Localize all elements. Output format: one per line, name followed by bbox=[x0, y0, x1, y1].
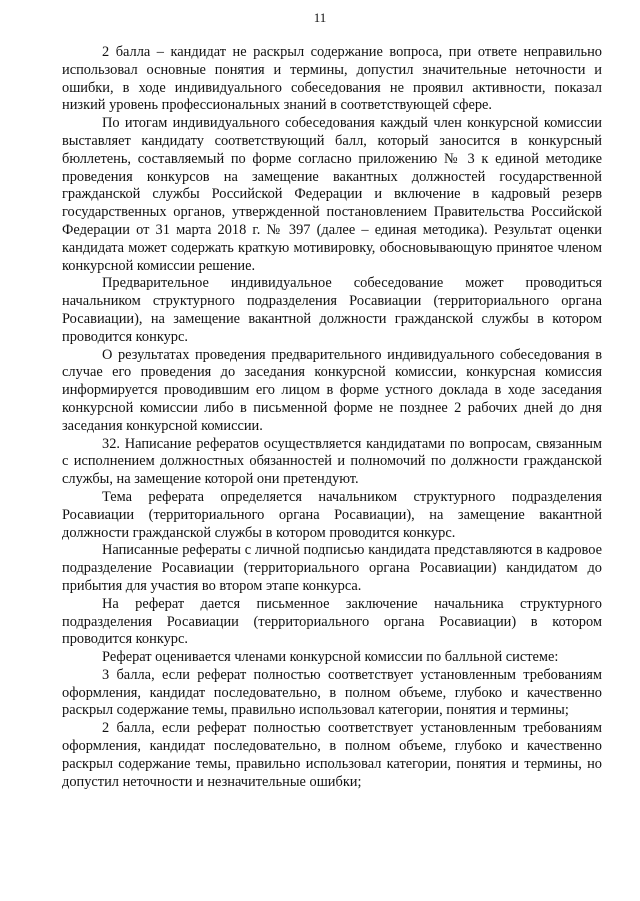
paragraph-essay-topic: Тема реферата определяется начальником структурного подразделения Росавиации (территориального органа Росавиации), на замещение вакантной должности гражданской службы в котором проводится конкурс. bbox=[62, 488, 602, 541]
paragraph-clause-32: 32. Написание рефератов осуществляется кандидатами по вопросам, связанным с исполнением должностных обязанностей и полномочий по должности гражданской службы, на замещение которой они претендуют. bbox=[62, 435, 602, 488]
paragraph-preliminary-results: О результатах проведения предварительного индивидуального собеседования в случае его проведения до заседания конкурсной комиссии, конкурсная комиссия информируется проводившим его лицом в форме устного доклада в ходе заседания конкурсной комиссии либо в письменной форме не позднее 2 рабочих дней до дня заседания конкурсной комиссии. bbox=[62, 346, 602, 434]
paragraph-score-2-interview: 2 балла – кандидат не раскрыл содержание вопроса, при ответе неправильно использовал основные понятия и термины, допустил значительные неточности и ошибки, в ходе индивидуального собеседования не проявил активности, показал низкий уровень профессиональных знаний в соответствующей сфере. bbox=[62, 44, 602, 114]
paragraph-interview-results: По итогам индивидуального собеседования каждый член конкурсной комиссии выставляет кандидату соответствующий балл, который заносится в конкурсный бюллетень, составляемый по форме согласно приложению № 3 к единой методике проведения конкурсов на замещение вакантных должностей государственной гражданской службы Российской Федерации и включение в кадровый резерв государственных органов, утвержденной постановлением Правительства Российской Федерации от 31 марта 2018 г. № 397 (далее – единая методика). Результат оценки кандидата может содержать краткую мотивировку, обосновывающую принятое членом конкурсной комиссии решение. bbox=[62, 115, 602, 274]
paragraph-score-2-essay: 2 балла, если реферат полностью соответствует установленным требованиям оформления, кандидат последовательно, в полном объеме, глубоко и качественно раскрыл содержание темы, правильно использовал категории, понятия и термины, но допустил неточности и незначительные ошибки; bbox=[62, 720, 602, 790]
paragraph-preliminary-interview: Предварительное индивидуальное собеседование может проводиться начальником структурного подразделения Росавиации (территориального органа Росавиации), на замещение вакантной должности гражданской службы в котором проводится конкурс. bbox=[62, 275, 602, 345]
paragraph-essay-scoring: Реферат оценивается членами конкурсной комиссии по балльной системе: bbox=[102, 649, 559, 666]
page-number: 11 bbox=[313, 10, 327, 25]
document-body bbox=[62, 44, 602, 791]
paragraph-score-3-essay: 3 балла, если реферат полностью соответствует установленным требованиям оформления, кандидат последовательно, в полном объеме, глубоко и качественно раскрыл содержание темы, правильно использовал категории, понятия и термины; bbox=[62, 666, 602, 719]
paragraph-essay-submission: Написанные рефераты с личной подписью кандидата представляются в кадровое подразделение Росавиации (территориального органа Росавиации) кандидатом до прибытия для участия во втором этапе конкурса. bbox=[62, 542, 602, 594]
paragraph-essay-conclusion: На реферат дается письменное заключение начальника структурного подразделения Росавиации (территориального органа Росавиации) в котором проводится конкурс. bbox=[62, 595, 602, 648]
